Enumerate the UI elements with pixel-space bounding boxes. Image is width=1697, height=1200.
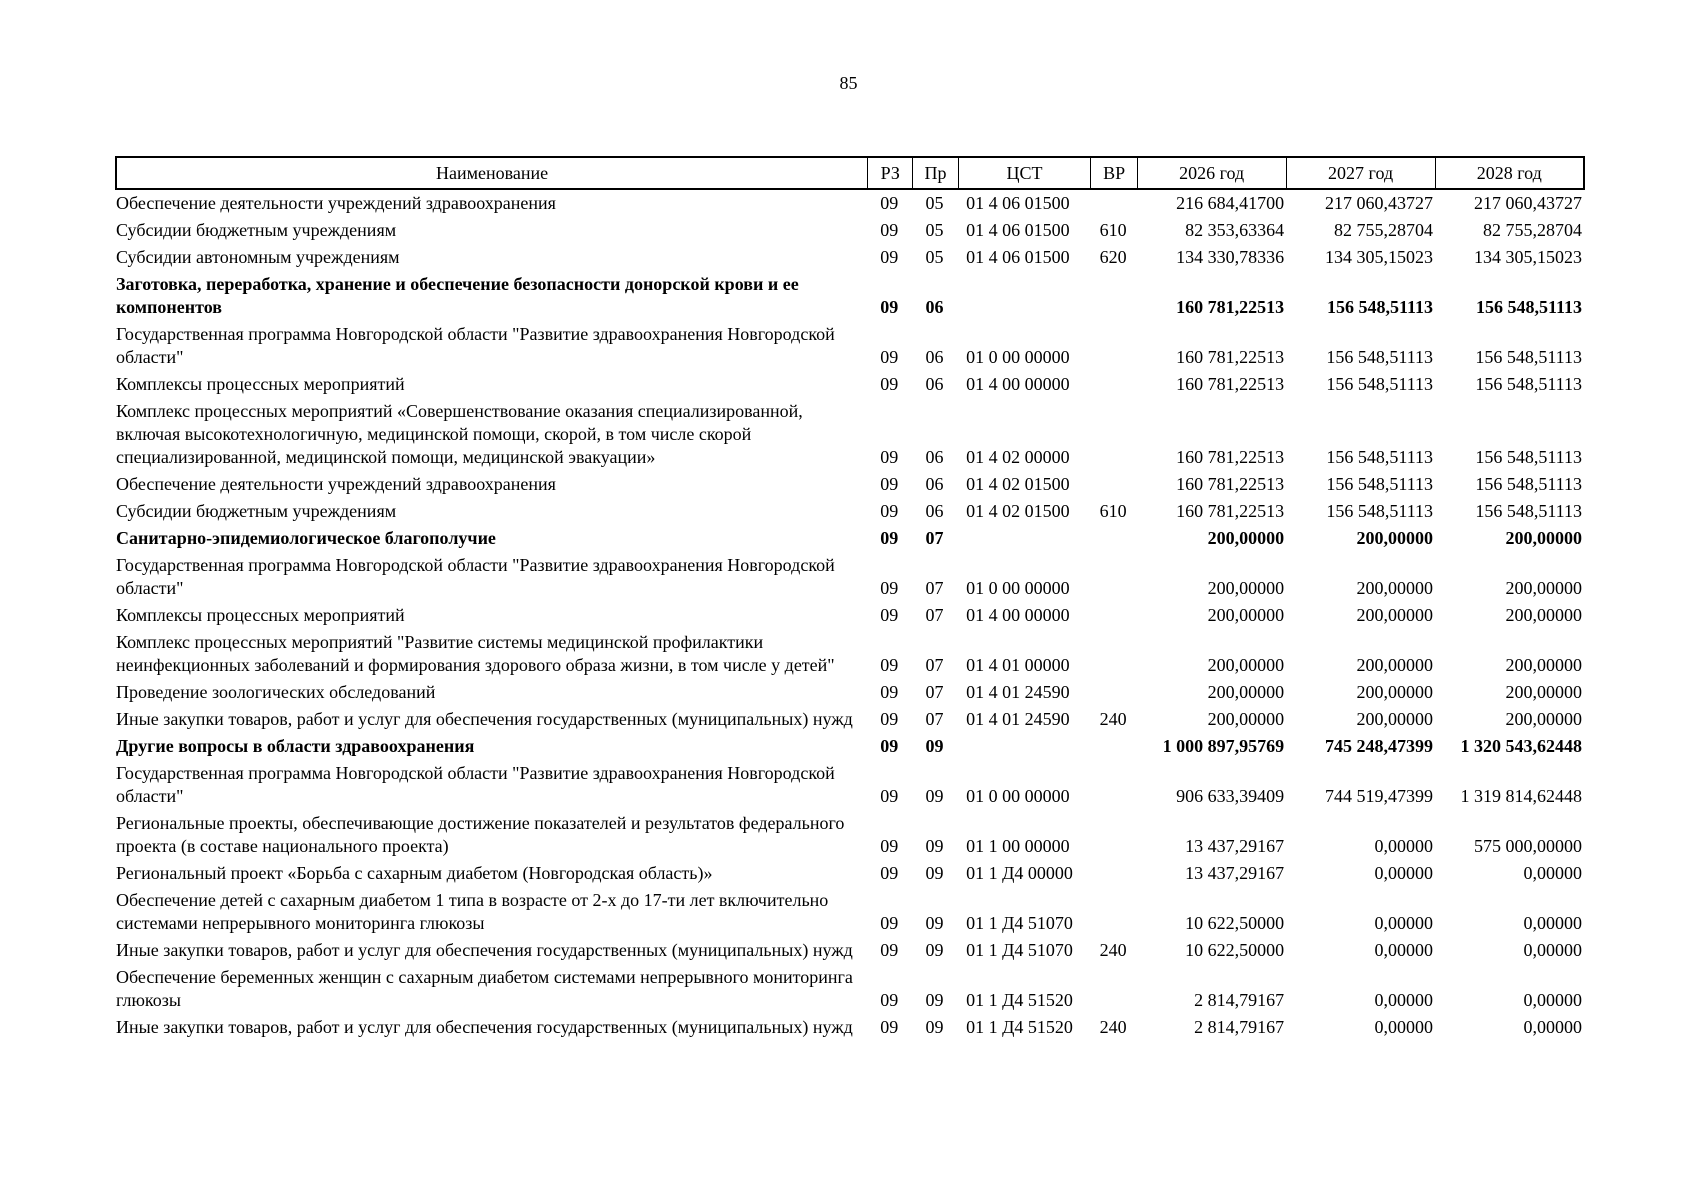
row-name: Комплекс процессных мероприятий "Развитие системы медицинской профилактики неинфекционных заболеваний и формирования здорового образа жизни, в том числе у детей": [116, 632, 835, 675]
row-rz: 09: [880, 447, 899, 467]
row-cst: 01 1 Д4 51520: [966, 1017, 1073, 1037]
row-2028: 575 000,00000: [1474, 836, 1582, 856]
row-vr: [1091, 471, 1137, 498]
row-pr: 07: [925, 578, 944, 598]
row-2027: 0,00000: [1374, 836, 1434, 856]
table-row: [116, 733, 1584, 760]
row-2026: 906 633,39409: [1176, 786, 1285, 806]
row-cst: 01 4 01 24590: [966, 682, 1070, 702]
row-2026: 160 781,22513: [1176, 447, 1285, 467]
page-number: 85: [839, 73, 858, 93]
row-pr: 06: [925, 501, 944, 521]
row-name: Субсидии бюджетным учреждениям: [116, 501, 397, 521]
row-rz: 09: [880, 247, 899, 267]
table-row: [116, 602, 1584, 629]
row-2028: 0,00000: [1523, 940, 1582, 960]
table-row: [116, 860, 1584, 887]
row-pr: 06: [925, 347, 944, 367]
row-rz: 09: [880, 736, 899, 756]
row-2027: 200,00000: [1356, 528, 1434, 548]
row-2028: 0,00000: [1523, 913, 1582, 933]
row-vr: [1091, 679, 1137, 706]
row-pr: 09: [925, 913, 944, 933]
row-2028: 156 548,51113: [1475, 297, 1582, 317]
row-vr: [1091, 602, 1137, 629]
table-row: [116, 398, 1584, 471]
row-vr: 240: [1099, 709, 1127, 729]
row-name: Другие вопросы в области здравоохранения: [116, 736, 475, 756]
row-2026: 160 781,22513: [1176, 297, 1285, 317]
row-rz: 09: [880, 913, 899, 933]
row-name: Комплекс процессных мероприятий «Совершенствование оказания специализированной, включая высокотехнологичную, медицинской помощи, скорой, в том числе скорой специализированной, медицинской помощи, медицинской эвакуации»: [116, 401, 803, 467]
row-name: Иные закупки товаров, работ и услуг для обеспечения государственных (муниципальных) нужд: [116, 709, 853, 729]
row-rz: 09: [880, 836, 899, 856]
header-cst: ЦСТ: [958, 157, 1091, 189]
row-2027: 156 548,51113: [1326, 347, 1434, 367]
row-rz: 09: [880, 990, 899, 1010]
row-pr: 09: [925, 940, 944, 960]
header-2028: 2028 год: [1435, 157, 1584, 189]
row-pr: 09: [925, 786, 944, 806]
row-2026: 200,00000: [1207, 578, 1285, 598]
row-name: Обеспечение деятельности учреждений здравоохранения: [116, 193, 556, 213]
row-2026: 200,00000: [1207, 682, 1285, 702]
row-2028: 217 060,43727: [1474, 193, 1582, 213]
header-name: Наименование: [116, 157, 868, 189]
row-2028: 200,00000: [1505, 682, 1582, 702]
row-cst: [958, 733, 1091, 760]
row-rz: 09: [880, 347, 899, 367]
row-2026: 160 781,22513: [1176, 347, 1285, 367]
row-name: Обеспечение беременных женщин с сахарным диабетом системами непрерывного мониторинга глюкозы: [116, 967, 853, 1010]
row-name: Комплексы процессных мероприятий: [116, 374, 405, 394]
row-pr: 06: [925, 374, 944, 394]
row-pr: 07: [925, 682, 944, 702]
row-vr: [1091, 629, 1137, 679]
row-vr: [1091, 271, 1137, 321]
row-2026: 13 437,29167: [1185, 863, 1285, 883]
row-vr: [1091, 321, 1137, 371]
row-vr: [1091, 552, 1137, 602]
row-name: Комплексы процессных мероприятий: [116, 605, 405, 625]
row-rz: 09: [880, 709, 899, 729]
row-cst: 01 0 00 00000: [966, 578, 1070, 598]
row-cst: 01 1 Д4 51520: [966, 990, 1073, 1010]
row-2027: 200,00000: [1356, 605, 1434, 625]
table-row: [116, 498, 1584, 525]
row-pr: 07: [925, 655, 944, 675]
row-cst: 01 1 Д4 51070: [966, 940, 1073, 960]
row-2026: 10 622,50000: [1185, 913, 1285, 933]
row-cst: 01 4 06 01500: [966, 193, 1070, 213]
row-pr: 06: [925, 474, 944, 494]
row-rz: 09: [880, 940, 899, 960]
row-pr: 07: [925, 605, 944, 625]
row-2027: 156 548,51113: [1326, 501, 1434, 521]
row-2027: 200,00000: [1356, 578, 1434, 598]
row-rz: 09: [880, 578, 899, 598]
table-row: [116, 706, 1584, 733]
row-2026: 13 437,29167: [1185, 836, 1285, 856]
row-rz: 09: [880, 1017, 899, 1037]
row-cst: 01 4 00 00000: [966, 374, 1070, 394]
row-2028: 0,00000: [1523, 863, 1582, 883]
row-vr: 240: [1099, 940, 1127, 960]
row-2026: 160 781,22513: [1176, 374, 1285, 394]
row-vr: [1091, 189, 1137, 217]
table-row: [116, 552, 1584, 602]
row-rz: 09: [880, 863, 899, 883]
row-2026: 10 622,50000: [1185, 940, 1285, 960]
row-2027: 744 519,47399: [1325, 786, 1434, 806]
row-2028: 156 548,51113: [1475, 447, 1582, 467]
row-pr: 05: [925, 247, 944, 267]
row-pr: 06: [925, 447, 944, 467]
row-2027: 156 548,51113: [1326, 474, 1434, 494]
row-2026: 160 781,22513: [1176, 474, 1285, 494]
table-body: [116, 189, 1584, 1041]
row-rz: 09: [880, 528, 899, 548]
row-2028: 156 548,51113: [1475, 347, 1582, 367]
row-2028: 200,00000: [1505, 655, 1582, 675]
row-cst: 01 4 06 01500: [966, 220, 1070, 240]
row-2027: 0,00000: [1374, 1017, 1434, 1037]
row-vr: 620: [1099, 247, 1127, 267]
row-2027: 134 305,15023: [1325, 247, 1434, 267]
row-name: Государственная программа Новгородской области "Развитие здравоохранения Новгородской области": [116, 324, 835, 367]
header-2026: 2026 год: [1137, 157, 1286, 189]
row-2028: 82 755,28704: [1483, 220, 1582, 240]
row-pr: 07: [925, 709, 944, 729]
table-row: [116, 964, 1584, 1014]
row-name: Проведение зоологических обследований: [116, 682, 436, 702]
row-cst: 01 1 00 00000: [966, 836, 1070, 856]
row-rz: 09: [880, 193, 899, 213]
table-row: [116, 937, 1584, 964]
table-row: [116, 244, 1584, 271]
row-pr: 05: [925, 220, 944, 240]
row-cst: 01 0 00 00000: [966, 786, 1070, 806]
row-pr: 09: [925, 836, 944, 856]
row-cst: [958, 525, 1091, 552]
row-rz: 09: [880, 501, 899, 521]
row-vr: [1091, 964, 1137, 1014]
row-name: Субсидии бюджетным учреждениям: [116, 220, 397, 240]
row-vr: 240: [1099, 1017, 1127, 1037]
row-2028: 200,00000: [1505, 528, 1582, 548]
row-vr: [1091, 371, 1137, 398]
row-2027: 156 548,51113: [1326, 447, 1434, 467]
row-name: Региональный проект «Борьба с сахарным диабетом (Новгородская область)»: [116, 863, 713, 883]
table-row: [116, 525, 1584, 552]
row-2026: 200,00000: [1207, 655, 1285, 675]
row-rz: 09: [880, 605, 899, 625]
row-2027: 156 548,51113: [1327, 297, 1434, 317]
row-pr: 09: [925, 1017, 944, 1037]
header-rz: РЗ: [868, 157, 913, 189]
table-row: [116, 810, 1584, 860]
header-2027: 2027 год: [1286, 157, 1435, 189]
row-2027: 156 548,51113: [1326, 374, 1434, 394]
header-pr: Пр: [913, 157, 958, 189]
row-pr: 09: [925, 990, 944, 1010]
row-name: Заготовка, переработка, хранение и обеспечение безопасности донорской крови и ее компонентов: [116, 274, 799, 317]
row-2026: 1 000 897,95769: [1162, 736, 1285, 756]
row-cst: 01 4 02 01500: [966, 474, 1070, 494]
row-pr: 05: [925, 193, 944, 213]
row-name: Иные закупки товаров, работ и услуг для обеспечения государственных (муниципальных) нужд: [116, 940, 853, 960]
row-2027: 0,00000: [1374, 863, 1434, 883]
row-2028: 1 319 814,62448: [1460, 786, 1582, 806]
row-2028: 1 320 543,62448: [1460, 736, 1582, 756]
row-rz: 09: [880, 682, 899, 702]
row-cst: [958, 271, 1091, 321]
row-2028: 0,00000: [1523, 1017, 1582, 1037]
row-pr: 07: [925, 528, 944, 548]
table-row: [116, 371, 1584, 398]
row-cst: 01 0 00 00000: [966, 347, 1070, 367]
row-2028: 134 305,15023: [1474, 247, 1582, 267]
row-name: Государственная программа Новгородской области "Развитие здравоохранения Новгородской области": [116, 763, 835, 806]
row-vr: [1091, 398, 1137, 471]
row-2026: 2 814,79167: [1194, 1017, 1285, 1037]
row-2028: 200,00000: [1505, 709, 1582, 729]
table-row: [116, 1014, 1584, 1041]
row-rz: 09: [880, 220, 899, 240]
row-2027: 0,00000: [1374, 990, 1434, 1010]
row-name: Иные закупки товаров, работ и услуг для обеспечения государственных (муниципальных) нужд: [116, 1017, 853, 1037]
row-name: Обеспечение деятельности учреждений здравоохранения: [116, 474, 556, 494]
row-pr: 09: [925, 736, 944, 756]
row-vr: [1091, 887, 1137, 937]
row-cst: 01 4 02 00000: [966, 447, 1070, 467]
row-name: Субсидии автономным учреждениям: [116, 247, 400, 267]
row-rz: 09: [880, 786, 899, 806]
row-2027: 200,00000: [1356, 655, 1434, 675]
row-rz: 09: [880, 297, 899, 317]
row-2027: 200,00000: [1356, 709, 1434, 729]
row-2028: 156 548,51113: [1475, 474, 1582, 494]
row-2028: 200,00000: [1505, 605, 1582, 625]
table-row: [116, 321, 1584, 371]
table-row: [116, 217, 1584, 244]
header-row: [116, 157, 1584, 189]
row-2026: 216 684,41700: [1176, 193, 1285, 213]
row-2026: 200,00000: [1207, 709, 1285, 729]
row-2028: 200,00000: [1505, 578, 1582, 598]
row-vr: [1091, 733, 1137, 760]
row-2026: 82 353,63364: [1185, 220, 1285, 240]
row-2028: 156 548,51113: [1475, 374, 1582, 394]
table-header: [116, 157, 1584, 189]
row-2027: 0,00000: [1374, 940, 1434, 960]
row-vr: 610: [1099, 501, 1127, 521]
row-name: Обеспечение детей с сахарным диабетом 1 типа в возрасте от 2-х до 17-ти лет включительно системами непрерывного мониторинга глюкозы: [116, 890, 829, 933]
row-vr: [1091, 525, 1137, 552]
row-2027: 200,00000: [1356, 682, 1434, 702]
row-name: Санитарно-эпидемиологическое благополучие: [116, 528, 496, 548]
row-rz: 09: [880, 474, 899, 494]
table-row: [116, 760, 1584, 810]
row-name: Государственная программа Новгородской области "Развитие здравоохранения Новгородской области": [116, 555, 835, 598]
header-vr: ВР: [1091, 157, 1137, 189]
table-row: [116, 679, 1584, 706]
row-cst: 01 1 Д4 51070: [966, 913, 1073, 933]
row-2026: 134 330,78336: [1176, 247, 1285, 267]
row-2026: 200,00000: [1207, 605, 1285, 625]
row-rz: 09: [880, 655, 899, 675]
row-cst: 01 4 01 24590: [966, 709, 1070, 729]
table-row: [116, 189, 1584, 217]
budget-table: [115, 156, 1585, 1041]
row-2026: 160 781,22513: [1176, 501, 1285, 521]
row-cst: 01 1 Д4 00000: [966, 863, 1073, 883]
row-cst: 01 4 06 01500: [966, 247, 1070, 267]
row-2027: 217 060,43727: [1325, 193, 1434, 213]
row-rz: 09: [880, 374, 899, 394]
row-2027: 82 755,28704: [1334, 220, 1434, 240]
table-row: [116, 471, 1584, 498]
row-2027: 745 248,47399: [1325, 736, 1434, 756]
row-2026: 2 814,79167: [1194, 990, 1285, 1010]
table-row: [116, 887, 1584, 937]
table-row: [116, 271, 1584, 321]
row-vr: [1091, 810, 1137, 860]
row-2028: 0,00000: [1523, 990, 1582, 1010]
row-pr: 06: [925, 297, 944, 317]
row-2027: 0,00000: [1374, 913, 1434, 933]
row-cst: 01 4 02 01500: [966, 501, 1070, 521]
row-vr: [1091, 860, 1137, 887]
table-row: [116, 629, 1584, 679]
row-2026: 200,00000: [1207, 528, 1285, 548]
row-vr: 610: [1099, 220, 1127, 240]
row-vr: [1091, 760, 1137, 810]
row-cst: 01 4 01 00000: [966, 655, 1070, 675]
row-pr: 09: [925, 863, 944, 883]
row-2028: 156 548,51113: [1475, 501, 1582, 521]
row-name: Региональные проекты, обеспечивающие достижение показателей и результатов федерального проекта (в составе национального проекта): [116, 813, 845, 856]
row-cst: 01 4 00 00000: [966, 605, 1070, 625]
